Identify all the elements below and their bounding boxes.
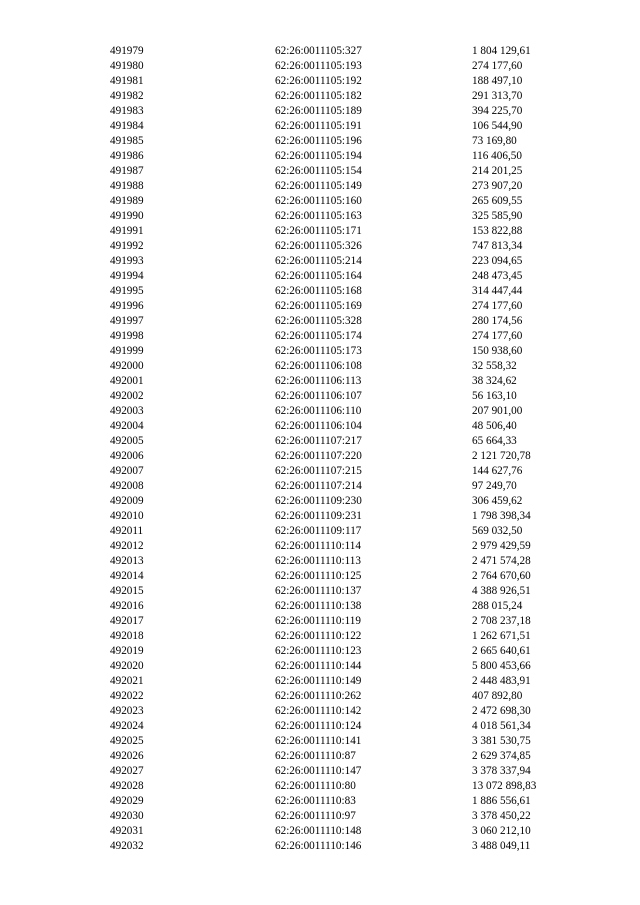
table-row bbox=[0, 44, 640, 59]
table-row bbox=[0, 74, 640, 89]
cadastral-value: 2 121 720,78 bbox=[472, 450, 531, 462]
cadastral-number: 62:26:0011110:80 bbox=[275, 780, 356, 792]
cadastral-value: 248 473,45 bbox=[472, 270, 523, 282]
table-row bbox=[0, 734, 640, 749]
row-number: 492006 bbox=[110, 450, 144, 462]
cadastral-value: 13 072 898,83 bbox=[472, 780, 537, 792]
table-row bbox=[0, 464, 640, 479]
cadastral-number: 62:26:0011105:194 bbox=[275, 150, 362, 162]
cadastral-number: 62:26:0011110:119 bbox=[275, 615, 361, 627]
table-row bbox=[0, 659, 640, 674]
table-row bbox=[0, 179, 640, 194]
cadastral-number: 62:26:0011105:154 bbox=[275, 165, 362, 177]
cadastral-number: 62:26:0011110:122 bbox=[275, 630, 362, 642]
table-row bbox=[0, 209, 640, 224]
row-number: 491979 bbox=[110, 45, 144, 57]
cadastral-number: 62:26:0011105:168 bbox=[275, 285, 362, 297]
cadastral-value-table bbox=[0, 44, 640, 854]
table-row bbox=[0, 374, 640, 389]
cadastral-value: 48 506,40 bbox=[472, 420, 517, 432]
cadastral-value: 2 629 374,85 bbox=[472, 750, 531, 762]
row-number: 492007 bbox=[110, 465, 144, 477]
row-number: 492008 bbox=[110, 480, 144, 492]
cadastral-number: 62:26:0011110:123 bbox=[275, 645, 362, 657]
table-row bbox=[0, 779, 640, 794]
row-number: 492020 bbox=[110, 660, 144, 672]
cadastral-number: 62:26:0011110:142 bbox=[275, 705, 362, 717]
row-number: 492002 bbox=[110, 390, 144, 402]
table-row bbox=[0, 749, 640, 764]
cadastral-value: 3 378 337,94 bbox=[472, 765, 531, 777]
cadastral-value: 1 798 398,34 bbox=[472, 510, 531, 522]
row-number: 492032 bbox=[110, 840, 144, 852]
cadastral-number: 62:26:0011105:174 bbox=[275, 330, 362, 342]
row-number: 491980 bbox=[110, 60, 144, 72]
cadastral-number: 62:26:0011110:144 bbox=[275, 660, 362, 672]
row-number: 492011 bbox=[110, 525, 144, 537]
cadastral-value: 3 060 212,10 bbox=[472, 825, 531, 837]
cadastral-number: 62:26:0011110:141 bbox=[275, 735, 362, 747]
cadastral-value: 73 169,80 bbox=[472, 135, 517, 147]
cadastral-number: 62:26:0011110:262 bbox=[275, 690, 362, 702]
table-row bbox=[0, 629, 640, 644]
cadastral-value: 569 032,50 bbox=[472, 525, 523, 537]
cadastral-number: 62:26:0011109:231 bbox=[275, 510, 362, 522]
cadastral-number: 62:26:0011107:220 bbox=[275, 450, 362, 462]
table-row bbox=[0, 419, 640, 434]
row-number: 491993 bbox=[110, 255, 144, 267]
row-number: 492009 bbox=[110, 495, 144, 507]
cadastral-value: 2 472 698,30 bbox=[472, 705, 531, 717]
cadastral-number: 62:26:0011105:169 bbox=[275, 300, 362, 312]
cadastral-number: 62:26:0011110:137 bbox=[275, 585, 362, 597]
table-row bbox=[0, 194, 640, 209]
row-number: 492021 bbox=[110, 675, 144, 687]
cadastral-value: 325 585,90 bbox=[472, 210, 523, 222]
cadastral-value: 314 447,44 bbox=[472, 285, 523, 297]
cadastral-number: 62:26:0011105:327 bbox=[275, 45, 362, 57]
table-row bbox=[0, 809, 640, 824]
cadastral-value: 1 886 556,61 bbox=[472, 795, 531, 807]
cadastral-value: 3 488 049,11 bbox=[472, 840, 531, 852]
cadastral-number: 62:26:0011105:328 bbox=[275, 315, 362, 327]
table-row bbox=[0, 134, 640, 149]
row-number: 491998 bbox=[110, 330, 144, 342]
cadastral-number: 62:26:0011110:138 bbox=[275, 600, 362, 612]
row-number: 492019 bbox=[110, 645, 144, 657]
table-row bbox=[0, 554, 640, 569]
row-number: 492018 bbox=[110, 630, 144, 642]
cadastral-value: 280 174,56 bbox=[472, 315, 523, 327]
cadastral-value: 747 813,34 bbox=[472, 240, 523, 252]
cadastral-number: 62:26:0011105:192 bbox=[275, 75, 362, 87]
cadastral-number: 62:26:0011110:97 bbox=[275, 810, 356, 822]
row-number: 492000 bbox=[110, 360, 144, 372]
row-number: 491986 bbox=[110, 150, 144, 162]
row-number: 492025 bbox=[110, 735, 144, 747]
table-row bbox=[0, 599, 640, 614]
cadastral-value: 2 979 429,59 bbox=[472, 540, 531, 552]
row-number: 492004 bbox=[110, 420, 144, 432]
cadastral-number: 62:26:0011109:117 bbox=[275, 525, 362, 537]
cadastral-value: 274 177,60 bbox=[472, 300, 523, 312]
table-row bbox=[0, 689, 640, 704]
cadastral-value: 3 381 530,75 bbox=[472, 735, 531, 747]
table-row bbox=[0, 359, 640, 374]
cadastral-value: 265 609,55 bbox=[472, 195, 523, 207]
cadastral-number: 62:26:0011106:104 bbox=[275, 420, 362, 432]
row-number: 492031 bbox=[110, 825, 144, 837]
cadastral-value: 223 094,65 bbox=[472, 255, 523, 267]
table-row bbox=[0, 89, 640, 104]
row-number: 492027 bbox=[110, 765, 144, 777]
table-row bbox=[0, 119, 640, 134]
row-number: 491992 bbox=[110, 240, 144, 252]
cadastral-number: 62:26:0011110:87 bbox=[275, 750, 356, 762]
row-number: 491995 bbox=[110, 285, 144, 297]
cadastral-number: 62:26:0011105:171 bbox=[275, 225, 362, 237]
cadastral-value: 150 938,60 bbox=[472, 345, 523, 357]
cadastral-value: 291 313,70 bbox=[472, 90, 523, 102]
cadastral-value: 56 163,10 bbox=[472, 390, 517, 402]
cadastral-number: 62:26:0011105:173 bbox=[275, 345, 362, 357]
row-number: 492030 bbox=[110, 810, 144, 822]
cadastral-value: 274 177,60 bbox=[472, 330, 523, 342]
table-row bbox=[0, 494, 640, 509]
row-number: 492013 bbox=[110, 555, 144, 567]
cadastral-number: 62:26:0011105:182 bbox=[275, 90, 362, 102]
table-row bbox=[0, 704, 640, 719]
table-row bbox=[0, 254, 640, 269]
table-row bbox=[0, 239, 640, 254]
cadastral-number: 62:26:0011105:160 bbox=[275, 195, 362, 207]
table-row bbox=[0, 434, 640, 449]
row-number: 491996 bbox=[110, 300, 144, 312]
cadastral-value: 144 627,76 bbox=[472, 465, 523, 477]
cadastral-number: 62:26:0011105:214 bbox=[275, 255, 362, 267]
cadastral-value: 4 388 926,51 bbox=[472, 585, 531, 597]
row-number: 492010 bbox=[110, 510, 144, 522]
table-row bbox=[0, 449, 640, 464]
table-row bbox=[0, 149, 640, 164]
cadastral-number: 62:26:0011105:196 bbox=[275, 135, 362, 147]
table-row bbox=[0, 404, 640, 419]
row-number: 491983 bbox=[110, 105, 144, 117]
table-row bbox=[0, 299, 640, 314]
table-row bbox=[0, 104, 640, 119]
cadastral-number: 62:26:0011105:193 bbox=[275, 60, 362, 72]
table-row bbox=[0, 284, 640, 299]
row-number: 492014 bbox=[110, 570, 144, 582]
cadastral-value: 5 800 453,66 bbox=[472, 660, 531, 672]
cadastral-value: 1 262 671,51 bbox=[472, 630, 531, 642]
row-number: 492029 bbox=[110, 795, 144, 807]
cadastral-number: 62:26:0011106:113 bbox=[275, 375, 362, 387]
row-number: 492003 bbox=[110, 405, 144, 417]
table-row bbox=[0, 314, 640, 329]
cadastral-number: 62:26:0011110:113 bbox=[275, 555, 361, 567]
cadastral-value: 153 822,88 bbox=[472, 225, 523, 237]
cadastral-number: 62:26:0011105:326 bbox=[275, 240, 362, 252]
row-number: 491991 bbox=[110, 225, 144, 237]
cadastral-number: 62:26:0011110:114 bbox=[275, 540, 361, 552]
cadastral-value: 274 177,60 bbox=[472, 60, 523, 72]
table-row bbox=[0, 164, 640, 179]
cadastral-value: 273 907,20 bbox=[472, 180, 523, 192]
cadastral-number: 62:26:0011107:217 bbox=[275, 435, 362, 447]
table-row bbox=[0, 644, 640, 659]
row-number: 492023 bbox=[110, 705, 144, 717]
cadastral-value: 32 558,32 bbox=[472, 360, 517, 372]
cadastral-number: 62:26:0011110:146 bbox=[275, 840, 362, 852]
cadastral-value: 2 665 640,61 bbox=[472, 645, 531, 657]
row-number: 492012 bbox=[110, 540, 144, 552]
row-number: 491985 bbox=[110, 135, 144, 147]
cadastral-number: 62:26:0011106:108 bbox=[275, 360, 362, 372]
row-number: 492028 bbox=[110, 780, 144, 792]
cadastral-value: 306 459,62 bbox=[472, 495, 523, 507]
row-number: 492005 bbox=[110, 435, 144, 447]
row-number: 491994 bbox=[110, 270, 144, 282]
cadastral-value: 214 201,25 bbox=[472, 165, 523, 177]
cadastral-value: 97 249,70 bbox=[472, 480, 517, 492]
cadastral-value: 3 378 450,22 bbox=[472, 810, 531, 822]
row-number: 492022 bbox=[110, 690, 144, 702]
table-row bbox=[0, 764, 640, 779]
cadastral-number: 62:26:0011110:83 bbox=[275, 795, 356, 807]
cadastral-number: 62:26:0011105:189 bbox=[275, 105, 362, 117]
cadastral-number: 62:26:0011110:148 bbox=[275, 825, 362, 837]
row-number: 492026 bbox=[110, 750, 144, 762]
cadastral-number: 62:26:0011107:215 bbox=[275, 465, 362, 477]
table-row bbox=[0, 839, 640, 854]
table-row bbox=[0, 329, 640, 344]
row-number: 491988 bbox=[110, 180, 144, 192]
row-number: 491987 bbox=[110, 165, 144, 177]
row-number: 492015 bbox=[110, 585, 144, 597]
row-number: 491999 bbox=[110, 345, 144, 357]
cadastral-value: 394 225,70 bbox=[472, 105, 523, 117]
cadastral-value: 1 804 129,61 bbox=[472, 45, 531, 57]
cadastral-value: 188 497,10 bbox=[472, 75, 523, 87]
cadastral-number: 62:26:0011110:124 bbox=[275, 720, 362, 732]
cadastral-value: 116 406,50 bbox=[472, 150, 522, 162]
row-number: 491982 bbox=[110, 90, 144, 102]
table-row bbox=[0, 569, 640, 584]
cadastral-value: 65 664,33 bbox=[472, 435, 517, 447]
cadastral-number: 62:26:0011105:191 bbox=[275, 120, 362, 132]
table-row bbox=[0, 389, 640, 404]
table-row bbox=[0, 59, 640, 74]
cadastral-value: 4 018 561,34 bbox=[472, 720, 531, 732]
cadastral-value: 106 544,90 bbox=[472, 120, 523, 132]
table-row bbox=[0, 539, 640, 554]
table-row bbox=[0, 794, 640, 809]
cadastral-value: 288 015,24 bbox=[472, 600, 523, 612]
table-row bbox=[0, 344, 640, 359]
cadastral-value: 2 471 574,28 bbox=[472, 555, 531, 567]
cadastral-value: 207 901,00 bbox=[472, 405, 523, 417]
cadastral-number: 62:26:0011107:214 bbox=[275, 480, 362, 492]
cadastral-number: 62:26:0011106:110 bbox=[275, 405, 362, 417]
cadastral-number: 62:26:0011110:125 bbox=[275, 570, 362, 582]
row-number: 491990 bbox=[110, 210, 144, 222]
cadastral-number: 62:26:0011105:149 bbox=[275, 180, 362, 192]
cadastral-number: 62:26:0011105:164 bbox=[275, 270, 362, 282]
cadastral-value: 2 448 483,91 bbox=[472, 675, 531, 687]
row-number: 492001 bbox=[110, 375, 144, 387]
row-number: 491981 bbox=[110, 75, 144, 87]
table-row bbox=[0, 674, 640, 689]
table-row bbox=[0, 614, 640, 629]
table-row bbox=[0, 479, 640, 494]
cadastral-value: 2 764 670,60 bbox=[472, 570, 531, 582]
table-row bbox=[0, 509, 640, 524]
cadastral-number: 62:26:0011105:163 bbox=[275, 210, 362, 222]
cadastral-value: 2 708 237,18 bbox=[472, 615, 531, 627]
cadastral-number: 62:26:0011106:107 bbox=[275, 390, 362, 402]
row-number: 491989 bbox=[110, 195, 144, 207]
table-row bbox=[0, 524, 640, 539]
row-number: 492017 bbox=[110, 615, 144, 627]
cadastral-value: 407 892,80 bbox=[472, 690, 523, 702]
cadastral-number: 62:26:0011109:230 bbox=[275, 495, 362, 507]
table-row bbox=[0, 719, 640, 734]
row-number: 492016 bbox=[110, 600, 144, 612]
table-row bbox=[0, 824, 640, 839]
table-row bbox=[0, 584, 640, 599]
table-row bbox=[0, 224, 640, 239]
cadastral-value: 38 324,62 bbox=[472, 375, 517, 387]
row-number: 492024 bbox=[110, 720, 144, 732]
cadastral-number: 62:26:0011110:149 bbox=[275, 675, 362, 687]
row-number: 491984 bbox=[110, 120, 144, 132]
cadastral-number: 62:26:0011110:147 bbox=[275, 765, 362, 777]
row-number: 491997 bbox=[110, 315, 144, 327]
table-row bbox=[0, 269, 640, 284]
